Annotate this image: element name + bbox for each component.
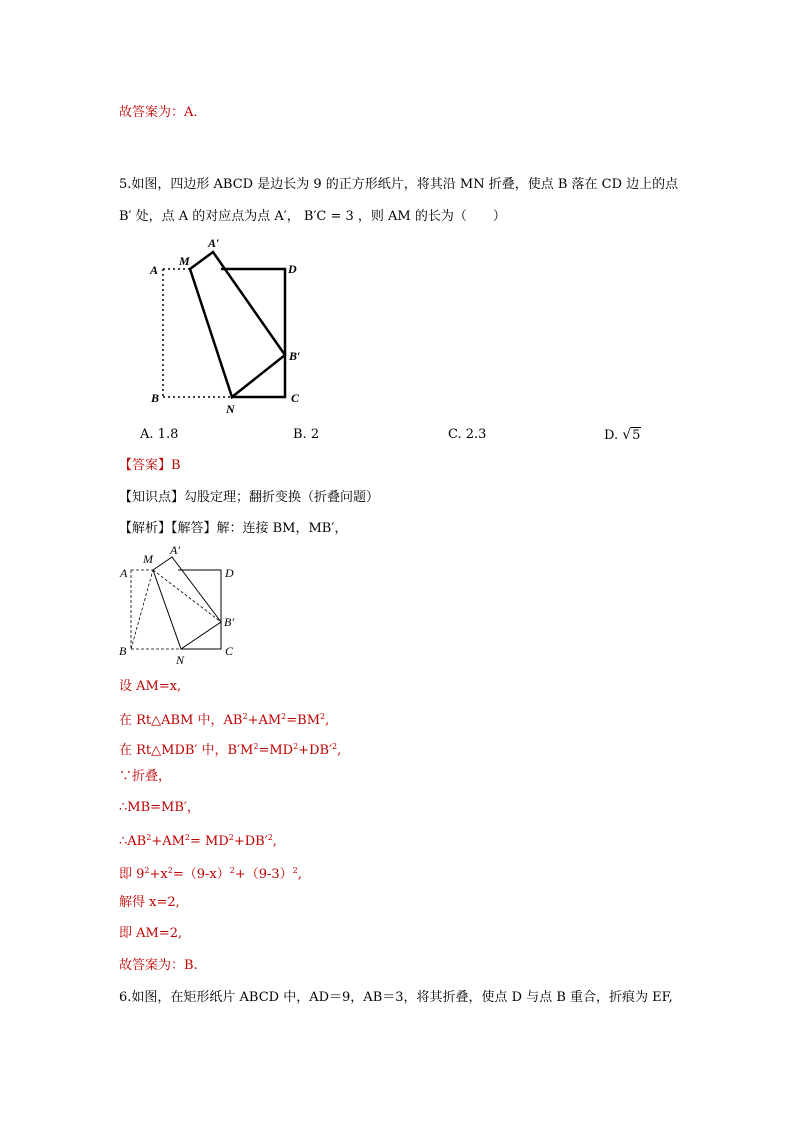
question-5-line-2: B′ 处，点 A 的对应点为点 A′， B′C = 3 ，则 AM 的长为（ ） (119, 209, 506, 224)
label-N: N (176, 653, 185, 667)
label-B: B (151, 391, 160, 405)
edge-top-DC (178, 570, 221, 649)
sqrt-radicand: 5 (632, 428, 641, 443)
label-N: N (226, 402, 235, 414)
edge-top-DC (221, 269, 285, 397)
option-a: A. 1.8 (140, 427, 179, 442)
label-A-prime: A′ (170, 543, 180, 557)
label-B: B (119, 644, 127, 658)
dashed-MB-prime (153, 570, 221, 622)
label-C: C (291, 391, 300, 405)
question-5-figure (140, 234, 315, 414)
solution-step-6: $\therefore AB^2+AM^2= MD^2+DB'^2$, (119, 833, 277, 849)
solution-step-2: 在 Rt△ABM 中，$AB^2+AM^2=BM^2$, (119, 712, 330, 728)
label-A: A (120, 566, 128, 580)
label-D: D (288, 262, 297, 276)
solution-step-5: ∴MB=MB′， (119, 800, 200, 815)
analysis-line: 【解析】【解答】解：连接 BM，MB′， (119, 521, 348, 536)
option-c: C. 2.3 (448, 427, 487, 442)
solution-step-4: ∵折叠， (119, 769, 172, 784)
solution-step-9: 即 AM=2, (119, 926, 183, 941)
solution-step-7: 即 $9^2+x^2=(9-x)^2+(9-3)^2$, (119, 866, 302, 882)
label-A-prime: A′ (208, 236, 220, 250)
previous-answer-conclusion: 故答案为：A. (119, 105, 198, 120)
label-A: A (150, 263, 159, 277)
solution-conclusion: 故答案为：B. (119, 958, 198, 973)
question-5-line-1 (119, 176, 678, 194)
question-number: 5. (119, 177, 132, 192)
knowledge-line: 【知识点】勾股定理；翻折变换（折叠问题） (119, 490, 380, 505)
label-B-prime: B′ (289, 349, 301, 363)
sqrt-radical: √ (622, 427, 632, 443)
solution-step-3: 在 Rt△MDB′ 中，$B'M^2=MD^2+DB'^2$, (119, 742, 342, 758)
label-C: C (225, 644, 234, 658)
question-5-text-1: 如图，四边形 ABCD 是边长为 9 的正方形纸片，将其沿 MN 折叠，使点 B 落在 CD 边上的点 (131, 177, 679, 192)
label-M: M (143, 552, 153, 566)
label-D: D (225, 566, 234, 580)
dashed-BM (131, 570, 153, 649)
label-M: M (179, 254, 190, 268)
option-d: D. √5 (604, 427, 641, 443)
solution-step-1: 设 AM=x, (119, 679, 182, 694)
solution-step-8: 解得 x=2, (119, 895, 180, 910)
label-B-prime: B′ (224, 615, 234, 629)
question-6-line-1: 6.如图，在矩形纸片 ABCD 中，AD＝9，AB＝3，将其折叠，使点 D 与点 B 重合，折痕为 EF, (119, 990, 673, 1005)
folded-quad (153, 557, 221, 649)
solution-figure (116, 542, 246, 670)
answer-line: 【答案】B (119, 458, 181, 473)
option-b: B. 2 (293, 427, 320, 442)
folded-quad (190, 252, 285, 397)
